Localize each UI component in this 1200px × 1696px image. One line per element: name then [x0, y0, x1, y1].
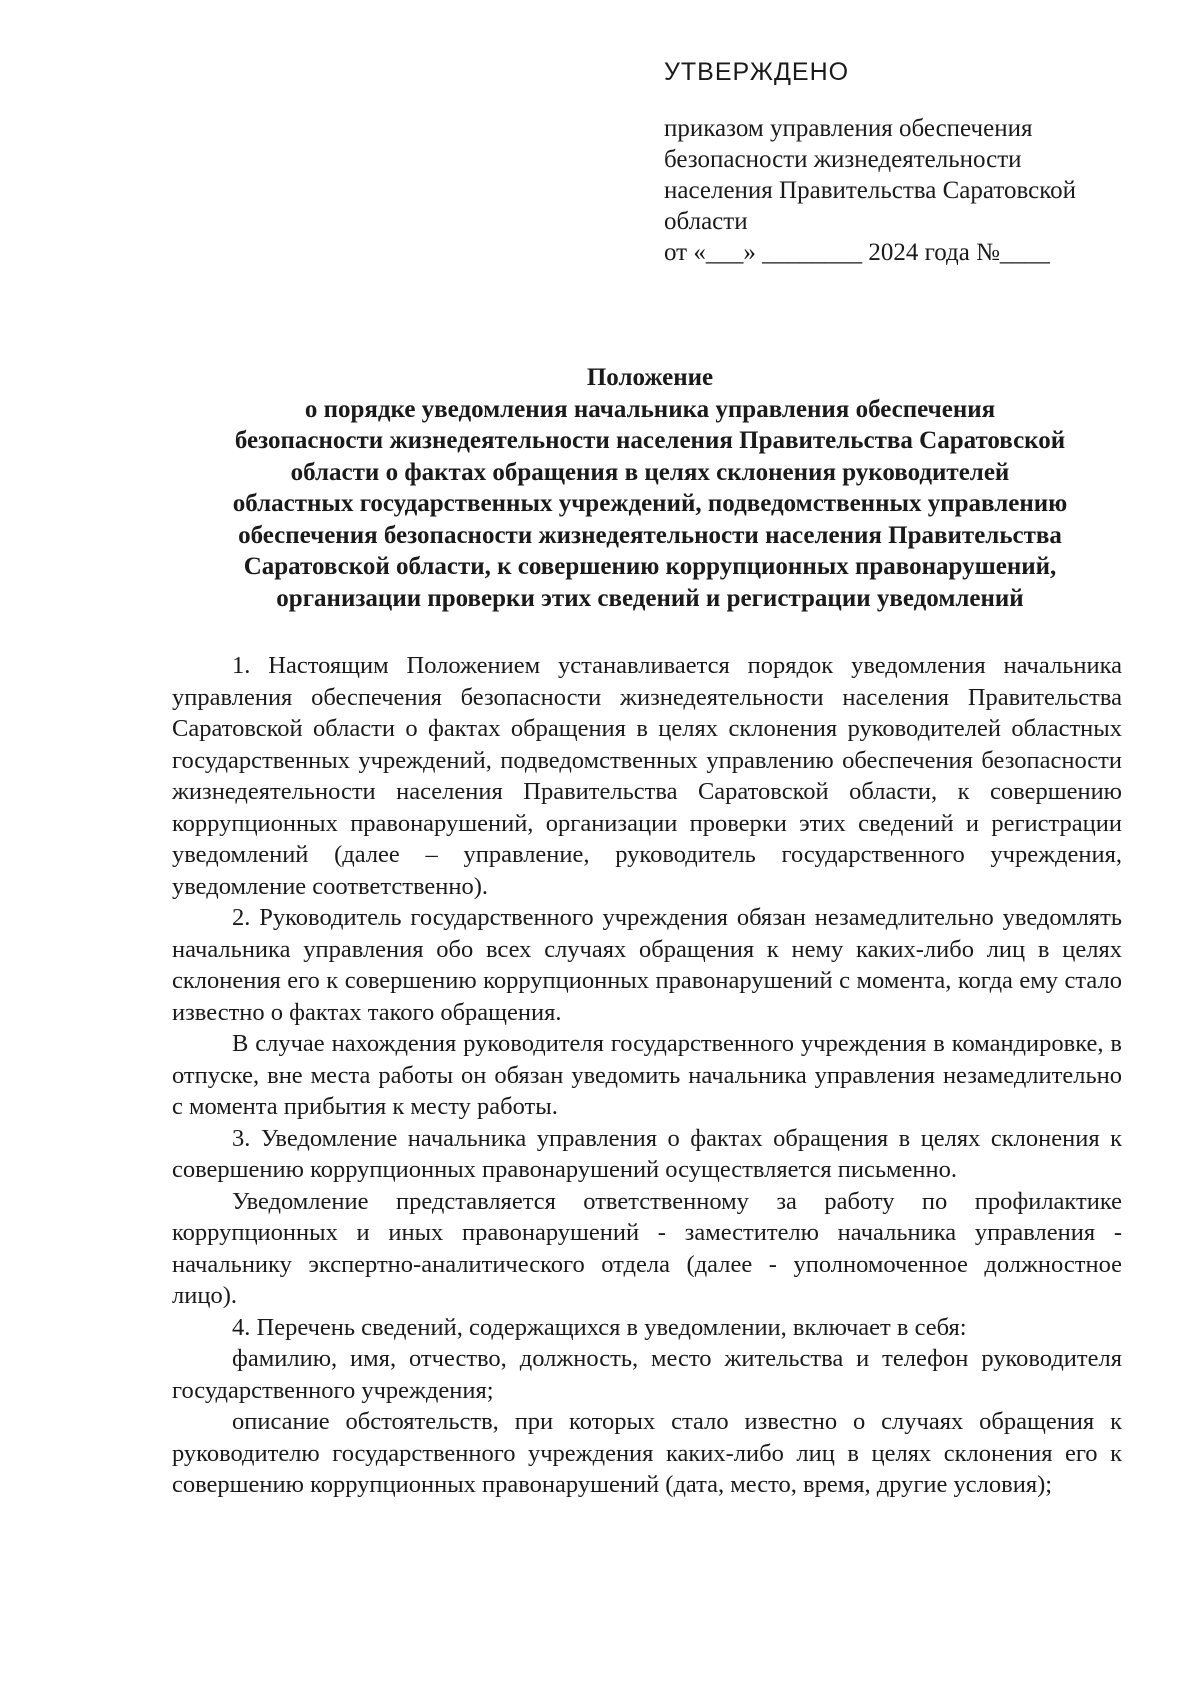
paragraph: В случае нахождения руководителя государственного учреждения в командировке, в отпуске, вне места работы он обязан уведомить начальника управления незамедлительно с момента прибытия к месту работы. [172, 1030, 1122, 1120]
approval-stamp [664, 58, 1124, 268]
title-line: областных государственных учреждений, подведомственных управлению [232, 490, 1068, 517]
approval-line: населения Правительства Саратовской [664, 177, 1076, 204]
approval-line: безопасности жизнедеятельности [664, 146, 1022, 173]
title-line: организации проверки этих сведений и регистрации уведомлений [276, 584, 1024, 612]
title-line: Положение [586, 364, 714, 391]
paragraph: фамилию, имя, отчество, должность, место жительства и телефон руководителя государственного учреждения; [172, 1345, 1122, 1404]
document-body [172, 650, 1122, 1501]
paragraph: описание обстоятельств, при которых стало известно о случаях обращения к руководителю государственного учреждения каких-либо лиц в целях склонения его к совершению коррупционных правонарушений (дата, место, время, другие условия); [172, 1408, 1122, 1498]
title-line: безопасности жизнедеятельности населения Правительства Саратовской [234, 427, 1066, 454]
title-line: о порядке уведомления начальника управления обеспечения [304, 395, 996, 423]
approval-date-line: от «___» ________ 2024 года №____ [664, 239, 1050, 266]
paragraph: Уведомление представляется ответственному за работу по профилактике коррупционных и иных правонарушений - заместителю начальника управления - начальнику экспертно-аналитического отдела (далее - уполномоченное должностное лицо). [172, 1187, 1122, 1309]
paragraph: 3. Уведомление начальника управления о фактах обращения в целях склонения к совершению коррупционных правонарушений осуществляется письменно. [172, 1124, 1122, 1183]
document-title [170, 362, 1130, 614]
title-line: обеспечения безопасности жизнедеятельности населения Правительства [238, 521, 1062, 549]
title-line: области о фактах обращения в целях склонения руководителей [290, 458, 1010, 486]
approval-title: УТВЕРЖДЕНО [664, 58, 850, 86]
title-line: Саратовской области, к совершению коррупционных правонарушений, [243, 553, 1057, 580]
approval-line: области [664, 208, 748, 235]
paragraph: 4. Перечень сведений, содержащихся в уведомлении, включает в себя: [232, 1313, 967, 1341]
paragraph: 1. Настоящим Положением устанавливается порядок уведомления начальника управления обеспечения безопасности жизнедеятельности населения Правительства Саратовской области о фактах обращения в целях склонения руководителей областных государственных учреждений, подведомственных управлению обеспечения безопасности жизнедеятельности населения Правительства Саратовской области, к совершению коррупционных правонарушений, организации проверки этих сведений и регистрации уведомлений (далее – управление, руководитель государственного учреждения, уведомление соответственно). [172, 652, 1122, 900]
paragraph: 2. Руководитель государственного учреждения обязан незамедлительно уведомлять начальника управления обо всех случаях обращения к нему каких-либо лиц в целях склонения его к совершению коррупционных правонарушений с момента, когда ему стало известно о фактах такого обращения. [172, 904, 1122, 1026]
approval-line: приказом управления обеспечения [664, 115, 1033, 142]
